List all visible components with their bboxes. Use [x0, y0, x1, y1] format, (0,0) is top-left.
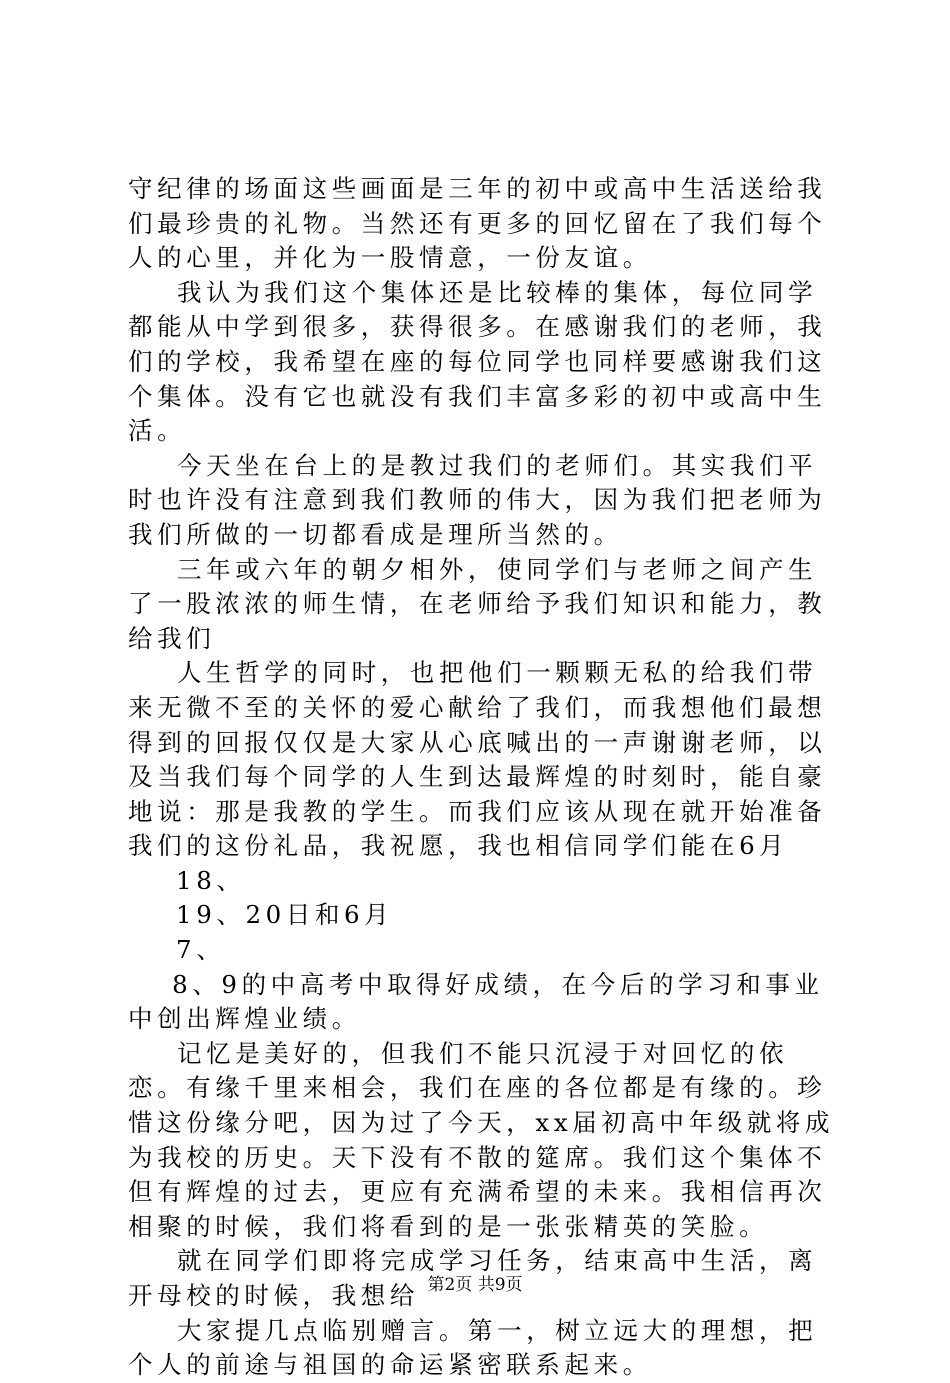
- paragraph: 18、: [176, 865, 246, 895]
- paragraph: 就在同学们即将完成学习任务，结束高中生活，离开母校的时候，我想给: [128, 1246, 818, 1310]
- document-body: [128, 172, 836, 1383]
- paragraph: 我认为我们这个集体还是比较棒的集体，每位同学都能从中学到很多，获得很多。在感谢我们的老师，我们的学校，我希望在座的每位同学也同样要感谢我们这个集体。没有它也就没有我们丰富多彩的初中或高中生活。: [128, 277, 827, 446]
- paragraph: 7、: [176, 935, 226, 965]
- paragraph: 今天坐在台上的是教过我们的老师们。其实我们平时也许没有注意到我们教师的伟大，因为我们把老师为我们所做的一切都看成是理所当然的。: [128, 450, 827, 549]
- paragraph: 三年或六年的朝夕相外，使同学们与老师之间产生了一股浓浓的师生情，在老师给予我们知识和能力，教给我们: [128, 554, 827, 653]
- paragraph: 守纪律的场面这些画面是三年的初中或高中生活送给我们最珍贵的礼物。当然还有更多的回忆留在了我们每个人的心里，并化为一股情意，一份友谊。: [128, 174, 827, 273]
- page-footer: 第2页 共9页: [427, 1275, 523, 1295]
- paragraph: 人生哲学的同时，也把他们一颗颗无私的给我们带来无微不至的关怀的爱心献给了我们，而我想他们最想得到的回报仅仅是大家从心底喊出的一声谢谢老师，以及当我们每个同学的人生到达最辉煌的时刻时，能自豪地说：那是我教的学生。而我们应该从现在就开始准备我们的这份礼品，我祝愿，我也相信同学们能在6月: [128, 658, 827, 861]
- paragraph: 记忆是美好的，但我们不能只沉浸于对回忆的依恋。有缘千里来相会，我们在座的各位都是有缘的。珍惜这份缘分吧，因为过了今天，xx届初高中年级就将成为我校的历史。天下没有不散的筵席。我们这个集体不但有辉煌的过去，更应有充满希望的未来。我相信再次相聚的时候，我们将看到的是一张张精英的笑脸。: [128, 1038, 835, 1241]
- paragraph: 大家提几点临别赠言。第一，树立远大的理想，把个人的前途与祖国的命运紧密联系起来。: [128, 1315, 818, 1380]
- paragraph: 8、9的中高考中取得好成绩，在今后的学习和事业中创出辉煌业绩。: [128, 969, 824, 1034]
- paragraph: 19、20日和6月: [176, 900, 394, 930]
